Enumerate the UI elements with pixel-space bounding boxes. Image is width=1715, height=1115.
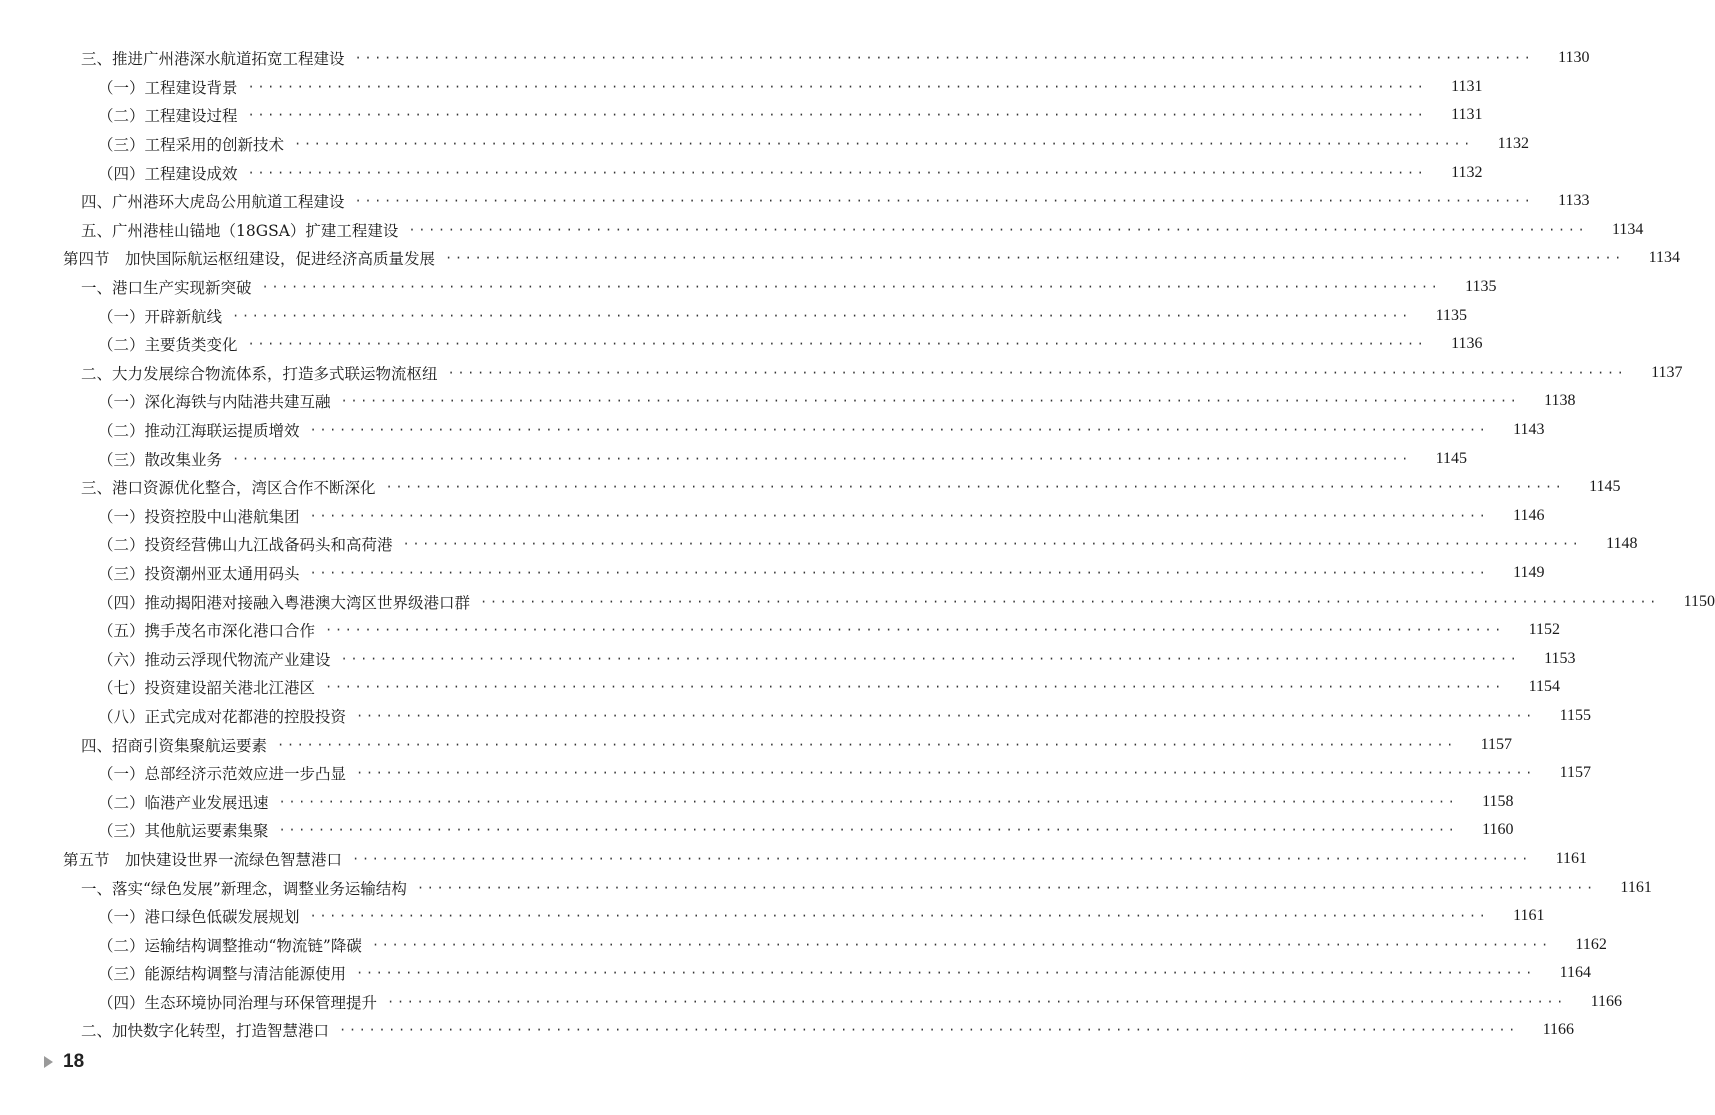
toc-entry-title: 一、港口生产实现新突破: [81, 279, 252, 298]
toc-entry-page: 1143: [1513, 421, 1545, 439]
dot-leader: ························································································································: [387, 994, 1566, 1009]
toc-entry-title: （二）投资经营佛山九江战备码头和高荷港: [98, 536, 393, 555]
toc-entry-page: 1136: [1451, 335, 1483, 353]
toc-entry-page: 1131: [1451, 77, 1483, 95]
toc-entry-page: 1137: [1651, 363, 1683, 381]
dot-leader: ························································································································: [277, 737, 1456, 752]
toc-entry-page: 1149: [1513, 563, 1545, 581]
toc-entry[interactable]: [0, 787, 1514, 816]
toc-entry-page: 1133: [1558, 192, 1590, 210]
toc-entry-title: （一）开辟新航线: [98, 307, 223, 326]
toc-entry-title: （一）深化海铁与内陆港共建互融: [98, 393, 331, 412]
toc-entry-title: 四、广州港环大虎岛公用航道工程建设: [81, 193, 345, 212]
dot-leader: ························································································································: [340, 394, 1520, 409]
toc-entry-page: 1161: [1513, 907, 1545, 925]
toc-entry-title: （八）正式完成对花都港的控股投资: [98, 707, 347, 726]
toc-entry[interactable]: [0, 959, 1591, 988]
dot-leader: ························································································································: [261, 280, 1441, 295]
toc-entry[interactable]: [0, 988, 1622, 1017]
toc-entry[interactable]: [0, 759, 1591, 788]
toc-entry-title: （二）临港产业发展迅速: [98, 793, 269, 812]
triangle-right-icon: [44, 1056, 53, 1068]
toc-entry-title: （七）投资建设韶关港北江港区: [98, 679, 316, 698]
toc-entry-page: 1161: [1555, 849, 1587, 867]
toc-entry[interactable]: [0, 473, 1621, 502]
toc-entry[interactable]: [0, 616, 1560, 645]
toc-entry-page: 1154: [1528, 678, 1560, 696]
dot-leader: ························································································································: [356, 766, 1535, 781]
toc-entry-page: 1155: [1559, 706, 1591, 724]
toc-entry[interactable]: [0, 301, 1467, 330]
toc-entry-title: （三）散改集业务: [98, 450, 223, 469]
toc-entry-title: （三）其他航运要素集聚: [98, 822, 269, 841]
toc-entry-title: 第五节 加快建设世界一流绿色智慧港口: [63, 850, 343, 869]
toc-entry[interactable]: [0, 187, 1590, 216]
toc-entry-page: 1134: [1611, 220, 1644, 238]
dot-leader: ························································································································: [447, 365, 1627, 380]
dot-leader: ························································································································: [356, 708, 1535, 723]
toc-entry[interactable]: [0, 387, 1576, 416]
toc-entry-page: 1135: [1465, 278, 1497, 296]
toc-entry-title: （四）推动揭阳港对接融入粤港澳大湾区世界级港口群: [98, 593, 471, 612]
toc-entry-title: 三、推进广州港深水航道拓宽工程建设: [81, 50, 345, 69]
dot-leader: ························································································································: [402, 537, 1582, 552]
toc-entry-title: 五、广州港桂山锚地（18GSA）扩建工程建设: [81, 221, 399, 240]
dot-leader: ························································································································: [416, 880, 1596, 895]
toc-entry[interactable]: [0, 444, 1467, 473]
dot-leader: ························································································································: [294, 137, 1473, 152]
toc-entry[interactable]: [0, 216, 1644, 245]
toc-entry-title: （三）投资潮州亚太通用码头: [98, 564, 300, 583]
dot-leader: ························································································································: [354, 194, 1534, 209]
toc-entry-page: 1131: [1451, 106, 1483, 124]
toc-entry[interactable]: [0, 902, 1545, 931]
toc-entry[interactable]: [0, 730, 1512, 759]
toc-entry-page: 1150: [1683, 592, 1715, 610]
toc-entry-page: 1132: [1451, 163, 1483, 181]
dot-leader: ························································································································: [247, 165, 1427, 180]
toc-entry[interactable]: [0, 816, 1514, 845]
toc-entry-title: （五）携手茂名市深化港口合作: [98, 622, 316, 641]
toc-entry-page: 1153: [1544, 649, 1576, 667]
toc-entry-title: 二、大力发展综合物流体系，打造多式联运物流枢纽: [81, 364, 438, 383]
toc-entry-page: 1130: [1558, 49, 1590, 67]
page-number: 18: [63, 1051, 85, 1072]
toc-entry[interactable]: [0, 416, 1545, 445]
dot-leader: ························································································································: [408, 222, 1588, 237]
toc-entry-title: （二）推动江海联运提质增效: [98, 422, 300, 441]
toc-entry-title: （四）工程建设成效: [98, 164, 238, 183]
toc-entry[interactable]: [0, 530, 1638, 559]
toc-entry[interactable]: [0, 559, 1545, 588]
toc-entry-title: 一、落实“绿色发展”新理念，调整业务运输结构: [81, 879, 407, 898]
toc-entry[interactable]: [0, 44, 1590, 73]
toc-entry-title: （一）港口绿色低碳发展规划: [98, 908, 300, 927]
dot-leader: ························································································································: [356, 966, 1535, 981]
toc-entry-page: 1145: [1435, 449, 1467, 467]
toc-entry[interactable]: [0, 502, 1545, 531]
toc-entry[interactable]: [0, 73, 1483, 102]
dot-leader: ························································································································: [309, 423, 1489, 438]
toc-entry-page: 1166: [1542, 1021, 1574, 1039]
toc-entry-page: 1132: [1497, 135, 1529, 153]
page-footer: [44, 1051, 84, 1073]
toc-entry-title: （六）推动云浮现代物流产业建设: [98, 650, 331, 669]
toc-entry[interactable]: [0, 644, 1576, 673]
dot-leader: ························································································································: [278, 794, 1458, 809]
dot-leader: ························································································································: [371, 937, 1551, 952]
dot-leader: ························································································································: [232, 308, 1411, 323]
dot-leader: ························································································································: [480, 594, 1659, 609]
toc-entry-page: 1152: [1528, 621, 1560, 639]
table-of-contents: [0, 44, 1715, 1045]
toc-entry-title: （一）投资控股中山港航集团: [98, 507, 300, 526]
toc-entry-page: 1138: [1544, 392, 1576, 410]
toc-entry-page: 1162: [1575, 935, 1607, 953]
toc-entry[interactable]: [0, 359, 1683, 388]
dot-leader: ························································································································: [325, 623, 1504, 638]
dot-leader: ························································································································: [309, 909, 1489, 924]
toc-entry-page: 1160: [1482, 821, 1514, 839]
toc-entry[interactable]: [0, 930, 1607, 959]
dot-leader: ························································································································: [278, 823, 1458, 838]
dot-leader: ························································································································: [232, 451, 1411, 466]
toc-entry-title: （四）生态环境协同治理与环保管理提升: [98, 993, 378, 1012]
toc-entry-page: 1161: [1620, 878, 1652, 896]
dot-leader: ························································································································: [339, 1023, 1518, 1038]
dot-leader: ························································································································: [247, 108, 1427, 123]
dot-leader: ························································································································: [445, 251, 1624, 266]
toc-entry-page: 1164: [1559, 964, 1591, 982]
toc-entry[interactable]: [0, 1016, 1574, 1045]
toc-entry-title: 四、招商引资集聚航运要素: [81, 736, 268, 755]
toc-entry-title: 第四节 加快国际航运枢纽建设，促进经济高质量发展: [63, 250, 436, 269]
toc-entry-title: （一）总部经济示范效应进一步凸显: [98, 765, 347, 784]
dot-leader: ························································································································: [385, 480, 1565, 495]
toc-entry-page: 1158: [1482, 792, 1514, 810]
toc-entry-title: （二）主要货类变化: [98, 336, 238, 355]
toc-entry[interactable]: [0, 673, 1560, 702]
toc-entry-title: （二）工程建设过程: [98, 107, 238, 126]
toc-entry-page: 1145: [1589, 478, 1621, 496]
toc-entry-title: （三）能源结构调整与清洁能源使用: [98, 965, 347, 984]
toc-entry-title: （二）运输结构调整推动“物流链”降碳: [98, 936, 362, 955]
dot-leader: ························································································································: [325, 680, 1504, 695]
dot-leader: ························································································································: [354, 51, 1534, 66]
toc-entry[interactable]: [0, 158, 1483, 187]
toc-entry[interactable]: [0, 101, 1483, 130]
toc-entry-page: 1157: [1559, 764, 1591, 782]
dot-leader: ························································································································: [340, 651, 1520, 666]
toc-entry[interactable]: [0, 330, 1483, 359]
toc-entry-page: 1135: [1435, 306, 1467, 324]
toc-entry-page: 1148: [1606, 535, 1638, 553]
toc-entry[interactable]: [0, 244, 1680, 273]
toc-entry-page: 1146: [1513, 506, 1545, 524]
toc-entry-title: （三）工程采用的创新技术: [98, 136, 285, 155]
dot-leader: ························································································································: [247, 79, 1427, 94]
toc-entry-title: （一）工程建设背景: [98, 78, 238, 97]
toc-entry-title: 三、港口资源优化整合，湾区合作不断深化: [81, 479, 376, 498]
toc-entry[interactable]: [0, 130, 1529, 159]
toc-entry[interactable]: [0, 273, 1497, 302]
toc-entry-page: 1134: [1648, 249, 1680, 267]
dot-leader: ························································································································: [309, 508, 1489, 523]
toc-entry[interactable]: [0, 873, 1652, 902]
toc-entry[interactable]: [0, 702, 1591, 731]
toc-entry[interactable]: [0, 845, 1587, 874]
dot-leader: ························································································································: [247, 337, 1427, 352]
dot-leader: ························································································································: [309, 565, 1489, 580]
toc-entry-page: 1157: [1480, 735, 1512, 753]
toc-entry-title: 二、加快数字化转型，打造智慧港口: [81, 1022, 330, 1041]
dot-leader: ························································································································: [352, 851, 1531, 866]
toc-entry-page: 1166: [1590, 992, 1622, 1010]
toc-entry[interactable]: [0, 587, 1715, 616]
